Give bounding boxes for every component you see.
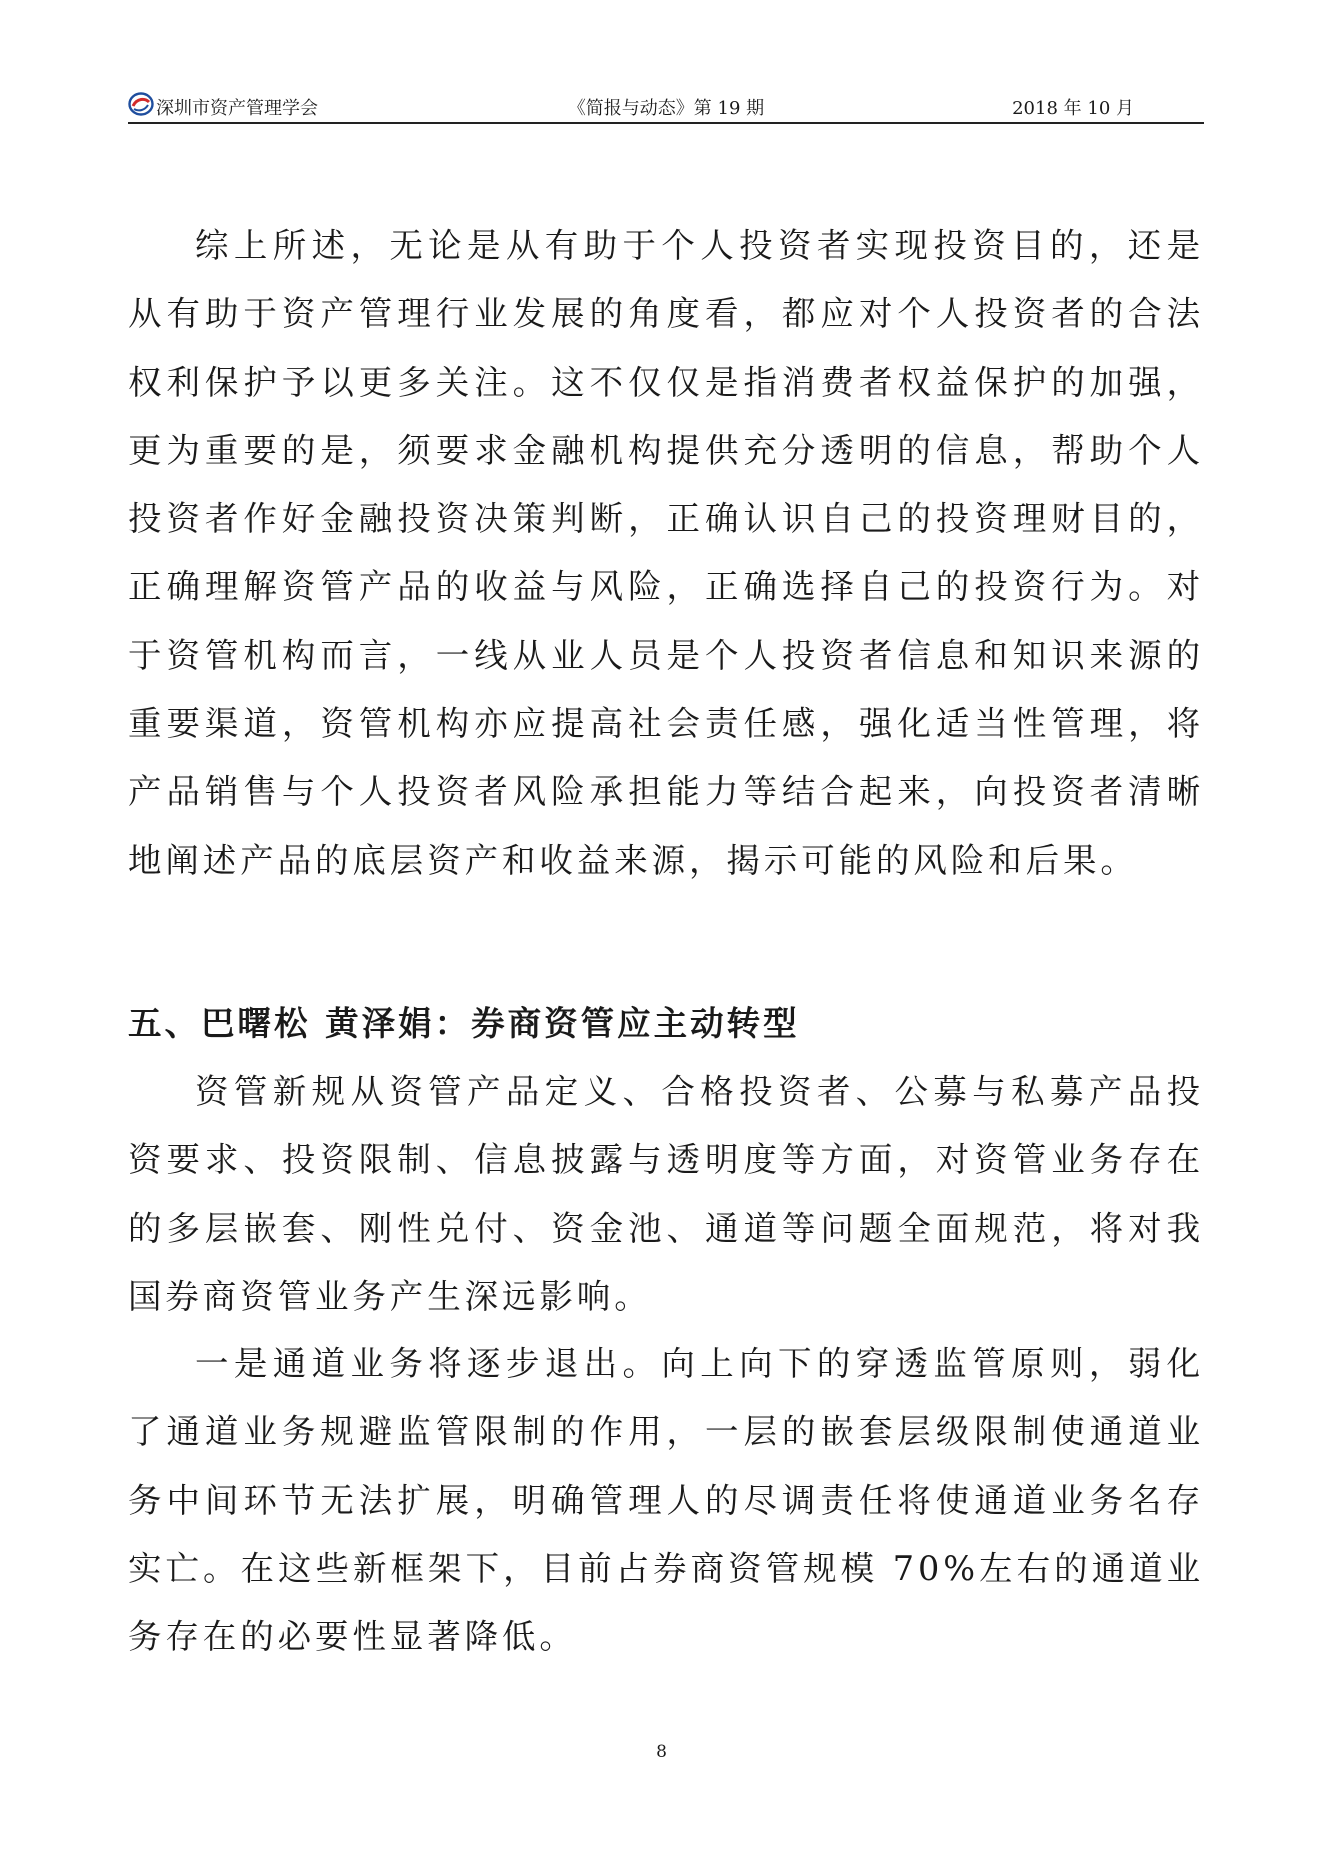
body-paragraph-2: 资管新规从资管产品定义、合格投资者、公募与私募产品投资要求、投资限制、信息披露与透明度等方面，对资管业务存在的多层嵌套、刚性兑付、资金池、通道等问题全面规范，将对我国券商资管业务产生深远影响。	[128, 1072, 1204, 1316]
issue-date: 2018 年 10 月	[1012, 98, 1134, 119]
organization-name: 深圳市资产管理学会	[156, 98, 318, 119]
body-paragraph-1: 综上所述，无论是从有助于个人投资者实现投资目的，还是从有助于资产管理行业发展的角度看，都应对个人投资者的合法权利保护予以更多关注。这不仅仅是指消费者权益保护的加强，更为重要的是，须要求金融机构提供充分透明的信息，帮助个人投资者作好金融投资决策判断，正确认识自己的投资理财目的，正确理解资管产品的收益与风险，正确选择自己的投资行为。对于资管机构而言，一线从业人员是个人投资者信息和知识来源的重要渠道，资管机构亦应提高社会责任感，强化适当性管理，将产品销售与个人投资者风险承担能力等结合起来，向投资者清晰地阐述产品的底层资产和收益来源，揭示可能的风险和后果。	[128, 226, 1204, 880]
body-paragraph-3: 一是通道业务将逐步退出。向上向下的穿透监管原则，弱化了通道业务规避监管限制的作用，一层的嵌套层级限制使通道业务中间环节无法扩展，明确管理人的尽调责任将使通道业务名存实亡。在这些新框架下，目前占券商资管规模 70%左右的通道业务存在的必要性显著降低。	[128, 1344, 1204, 1657]
issue-title: 《简报与动态》第 19 期	[567, 98, 765, 119]
page-number: 8	[656, 1742, 667, 1762]
page-header	[128, 86, 1204, 124]
section-heading: 五、巴曙松 黄泽娟：券商资管应主动转型	[128, 1004, 800, 1043]
